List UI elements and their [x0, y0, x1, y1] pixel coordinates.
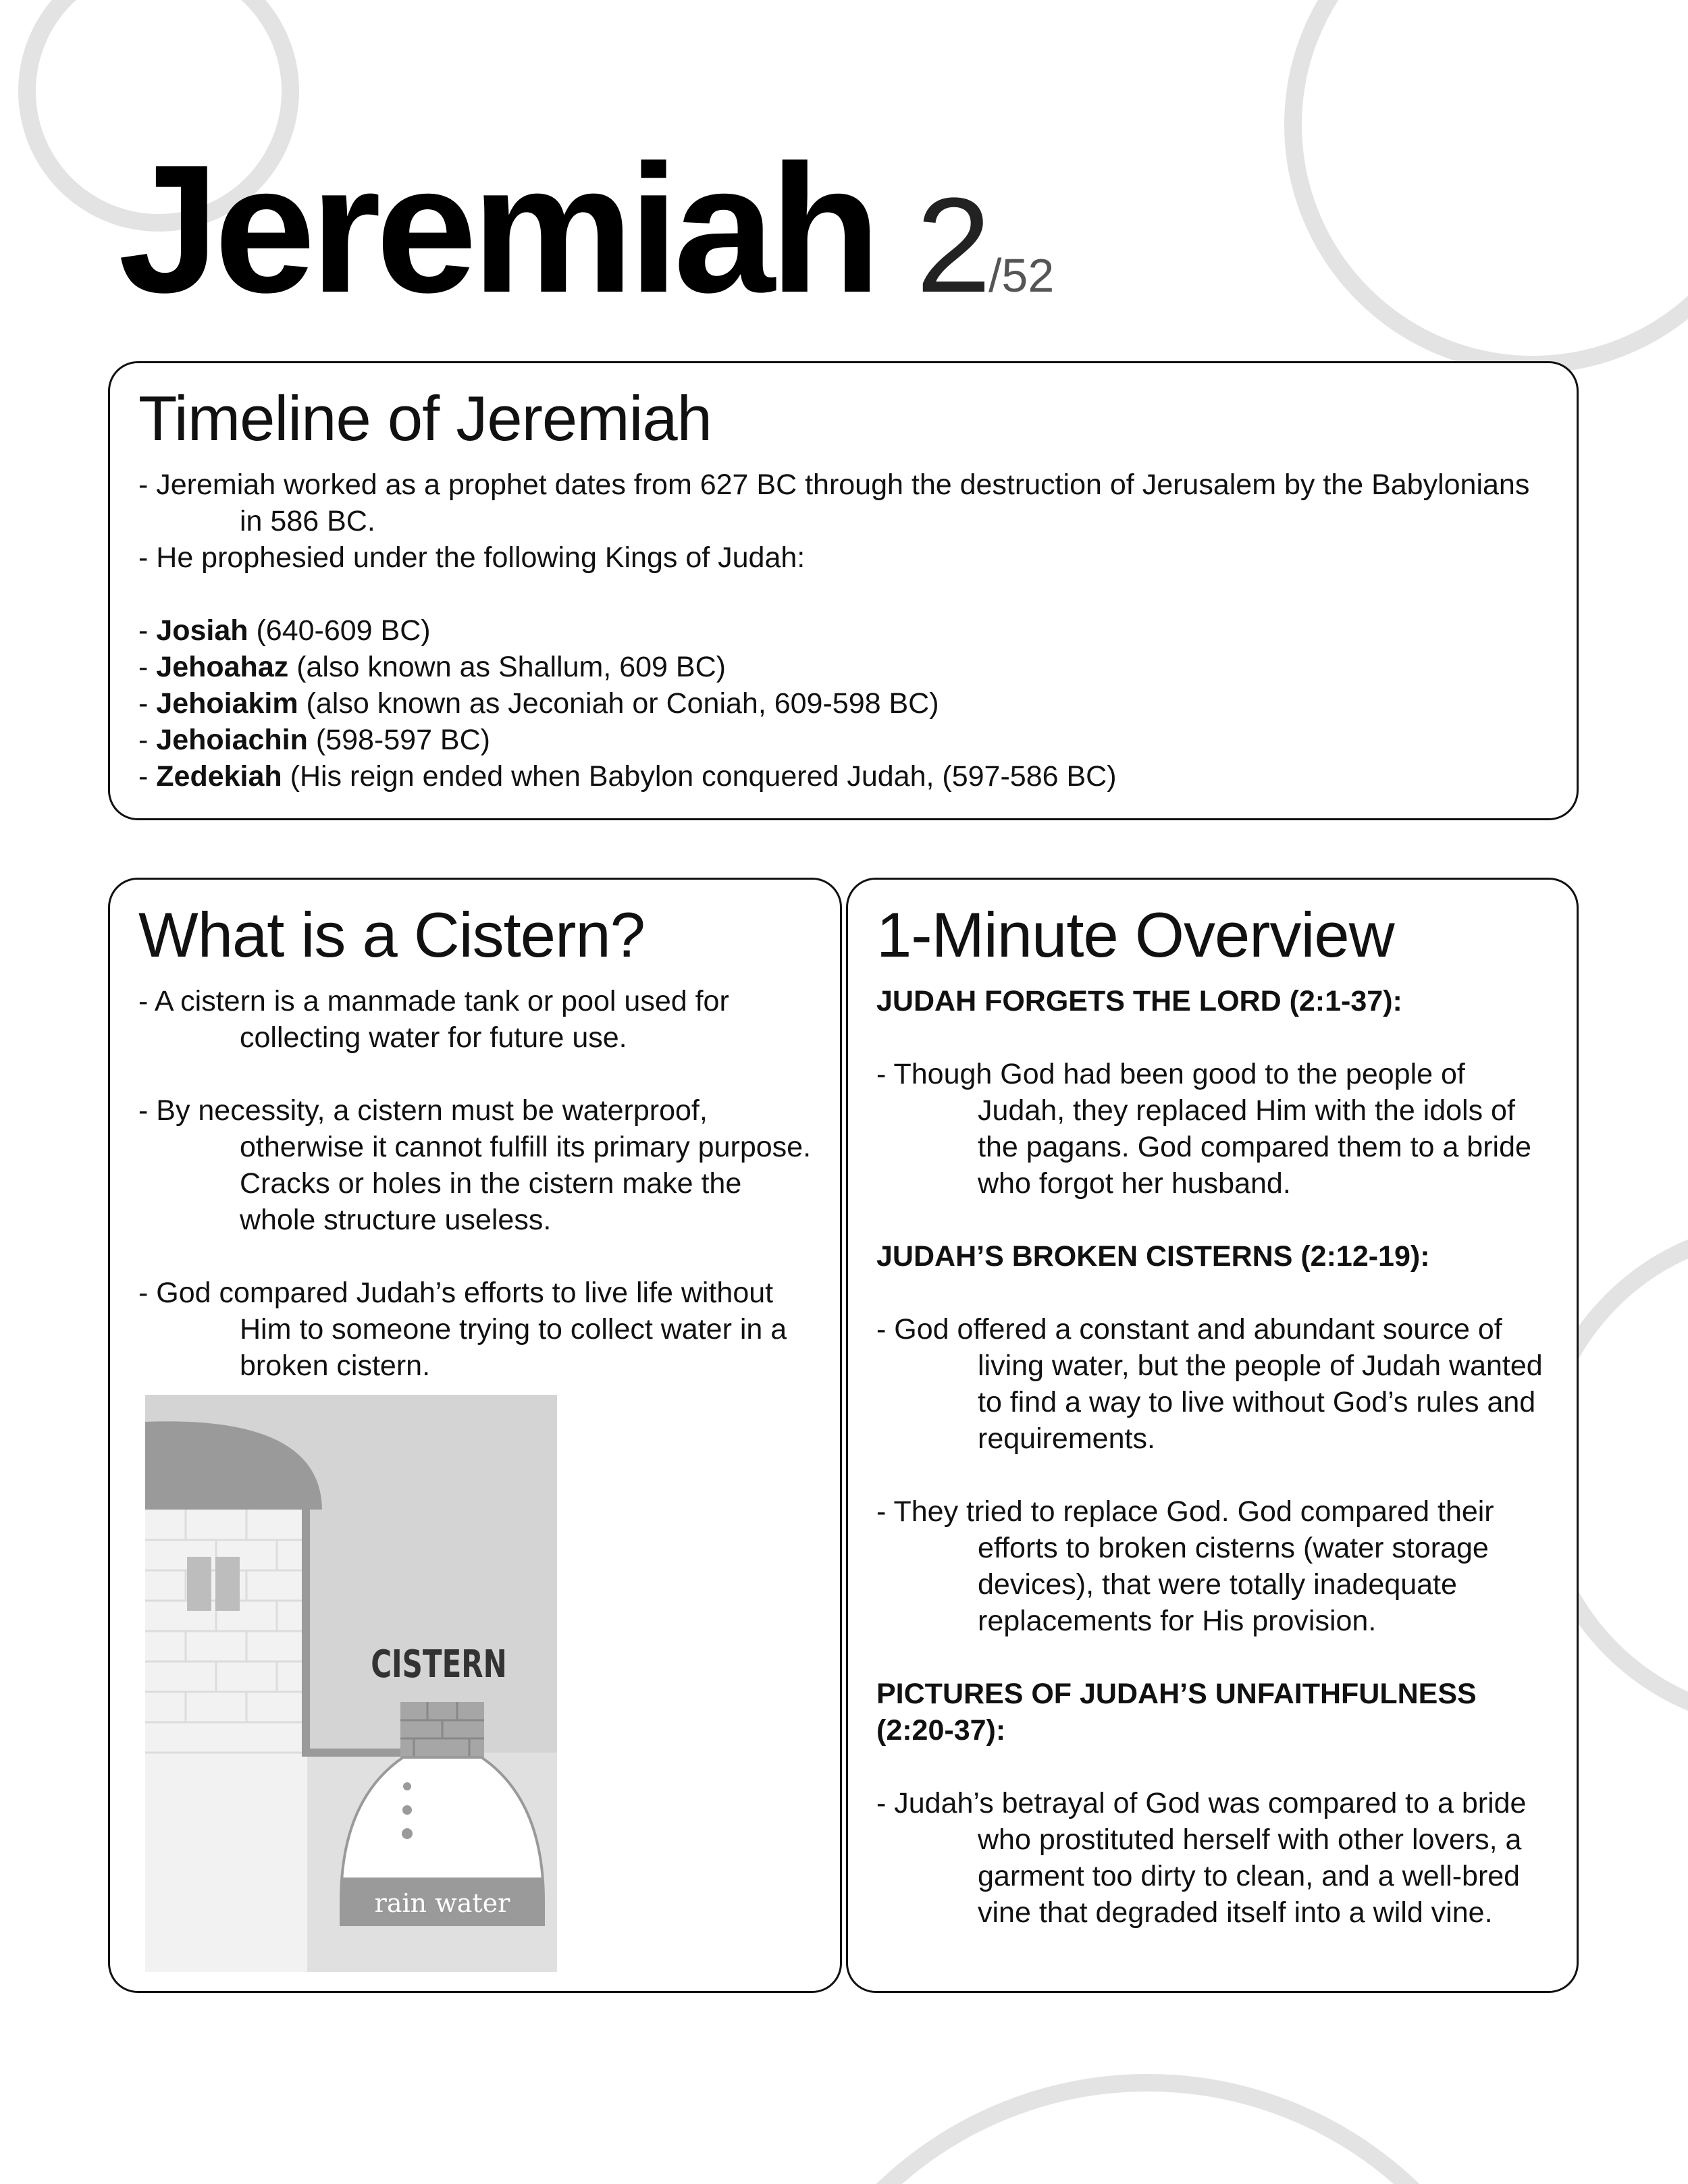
timeline-title: Timeline of Jeremiah: [138, 383, 712, 454]
cistern-panel: [108, 878, 842, 1993]
cistern-label: CISTERN: [371, 1641, 507, 1686]
timeline-intro-2: - He prophesied under the following Kings of Judah:: [138, 541, 806, 574]
book-title: Jeremiah: [118, 128, 876, 331]
king-detail: (also known as Jeconiah or Coniah, 609-598 BC): [298, 687, 939, 720]
overview-section-heading: PICTURES OF JUDAH’S UNFAITHFULNESS (2:20-37):: [876, 1677, 1477, 1747]
king-item: - Jehoiachin (598-597 BC): [138, 723, 490, 756]
king-name: Jehoahaz: [156, 650, 289, 683]
overview-section-heading: JUDAH FORGETS THE LORD (2:1-37):: [876, 984, 1402, 1017]
king-detail: (His reign ended when Babylon conquered Judah, (597-586 BC): [282, 760, 1117, 793]
king-item: - Jehoiakim (also known as Jeconiah or Coniah, 609-598 BC): [138, 687, 939, 720]
overview-title: 1-Minute Overview: [876, 899, 1394, 970]
king-detail: (598-597 BC): [307, 723, 490, 756]
king-item: - Zedekiah (His reign ended when Babylon conquered Judah, (597-586 BC): [138, 760, 1117, 793]
overview-paragraph: - They tried to replace God. God compared their efforts to broken cisterns (water storage devices), that were totally inadequate replacements for His provision.: [876, 1495, 1494, 1637]
cistern-illustration: [145, 1395, 557, 1972]
king-name: Zedekiah: [156, 760, 282, 793]
cistern-paragraph-3: - God compared Judah’s efforts to live life without Him to someone trying to collect water in a broken cistern.: [138, 1276, 787, 1382]
page-title: [118, 128, 1055, 331]
overview-paragraph: - God offered a constant and abundant source of living water, but the people of Judah wanted to find a way to live without God’s rules and requirements.: [876, 1312, 1543, 1455]
overview-panel: [846, 878, 1579, 1993]
king-name: Jehoiachin: [156, 723, 308, 756]
timeline-body: [138, 467, 1548, 795]
cistern-paragraph-2: - By necessity, a cistern must be waterproof, otherwise it cannot fulfill its primary purpose. Cracks or holes in the cistern make the whole structure useless.: [138, 1094, 812, 1236]
chapter-total: /52: [988, 249, 1055, 302]
cistern-title: What is a Cistern?: [138, 899, 645, 970]
cistern-neck: [400, 1702, 484, 1757]
cistern-body: [138, 983, 812, 1384]
cistern-paragraph-1: - A cistern is a manmade tank or pool used for collecting water for future use.: [138, 984, 729, 1054]
king-detail: (640-609 BC): [248, 614, 431, 647]
overview-section-heading: JUDAH’S BROKEN CISTERNS (2:12-19):: [876, 1240, 1430, 1273]
king-item: - Jehoahaz (also known as Shallum, 609 BC): [138, 650, 726, 683]
chapter-number: 2: [916, 170, 988, 321]
king-name: Josiah: [156, 614, 248, 647]
king-detail: (also known as Shallum, 609 BC): [288, 650, 726, 683]
overview-paragraph: - Judah’s betrayal of God was compared to a bride who prostituted herself with other lovers, a garment too dirty to clean, and a well-bred vine that degraded itself into a wild vine.: [876, 1786, 1527, 1929]
overview-body: [876, 983, 1548, 1931]
timeline-panel: [108, 361, 1579, 820]
water-label: rain water: [374, 1888, 510, 1918]
timeline-intro-1: - Jeremiah worked as a prophet dates from 627 BC through the destruction of Jerusalem by the Babylonians in 586 BC.: [138, 468, 1530, 537]
king-name: Jehoiakim: [156, 687, 298, 720]
overview-paragraph: - Though God had been good to the people of Judah, they replaced Him with the idols of the pagans. God compared them to a bride who forgot her husband.: [876, 1057, 1531, 1200]
king-item: - Josiah (640-609 BC): [138, 614, 431, 647]
